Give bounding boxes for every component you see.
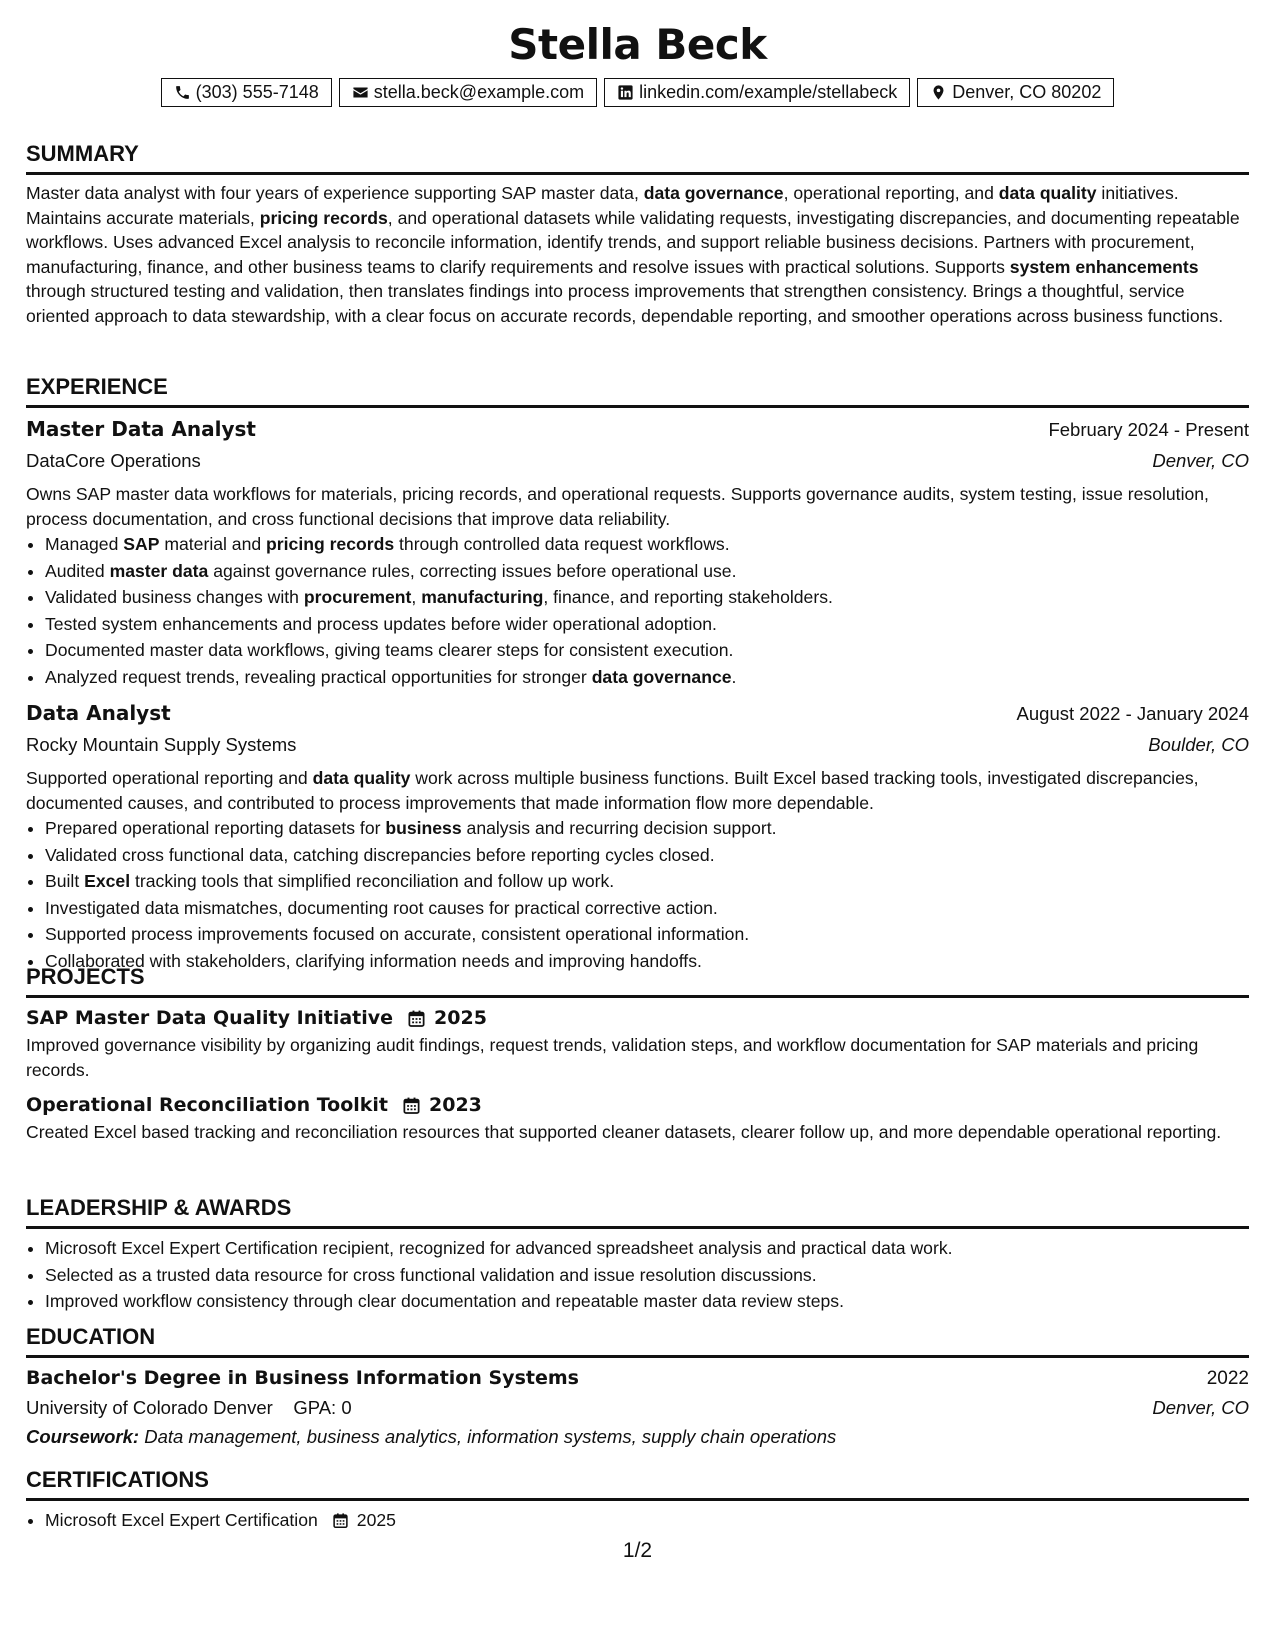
text-run: against governance rules, correcting issues before operational use. [208, 560, 737, 581]
job-description: Owns SAP master data workflows for materials, pricing records, and operational requests. Supports governance audits, system testing, issue resolution, process documentation, and cross functional decisions that improve data reliability. [26, 484, 1209, 529]
page-number: 1/2 [622, 1539, 653, 1562]
text-run: tracking tools that simplified reconciliation and follow up work. [130, 871, 615, 891]
bold-text: procurement [303, 587, 412, 607]
text-run: through structured testing and validation, then translates findings into process improvements that strengthen consistency. Brings a thoughtful, service oriented approach to data stewardship, with a clear focus on accurate records, dependable reporting, and smoother operations across business functions. [26, 281, 1224, 326]
gpa: GPA: 0 [293, 1397, 352, 1418]
list-item [45, 584, 1249, 611]
contact-linkedin[interactable] [604, 78, 910, 107]
experience-section [26, 373, 1249, 974]
text-run: , [411, 587, 422, 607]
job-bullets [26, 815, 1249, 974]
section-title-education: EDUCATION [26, 1323, 1249, 1358]
contact-phone[interactable] [161, 78, 332, 107]
contact-bar [26, 78, 1249, 107]
email-text: stella.beck@example.com [373, 82, 585, 102]
text-run: Managed [45, 534, 124, 554]
resume-page [26, 18, 1249, 107]
certifications-list [26, 1507, 1249, 1534]
text-run: , and operational datasets while validating requests, investigating discrepancies, and documenting repeatable workflows. Uses advanced Excel analysis to reconcile information, identify trends, and support reliable business decisions. Partners with procurement, manufacturing, finance, and other business teams to clarify requirements and resolve issues with practical solutions. Supports [26, 207, 1240, 277]
job-dates: February 2024 - Present [1048, 419, 1249, 440]
text-run: Audited [45, 560, 110, 581]
text-run: , operational reporting, and [783, 183, 999, 203]
job-entry [26, 414, 1249, 690]
text-run: Validated business changes with [45, 587, 304, 607]
map-pin-icon [930, 84, 947, 101]
school-location: Denver, CO [1152, 1397, 1249, 1418]
degree-name: Bachelor's Degree in Business Information Systems [26, 1367, 579, 1389]
bold-text: Excel [84, 871, 131, 891]
job-location: Boulder, CO [1148, 734, 1249, 755]
certification-year: 2025 [356, 1510, 396, 1530]
certifications-section [26, 1466, 1249, 1534]
bold-text: SAP [123, 534, 160, 554]
envelope-icon [352, 84, 369, 101]
projects-section [26, 963, 1249, 1145]
job-dates: August 2022 - January 2024 [1016, 703, 1249, 724]
calendar-icon [332, 1512, 349, 1529]
candidate-name: Stella Beck [508, 20, 767, 69]
project-year: 2023 [429, 1094, 482, 1116]
linkedin-icon [617, 84, 634, 101]
list-item [45, 637, 1249, 664]
list-item [45, 531, 1249, 558]
bold-text: business [385, 818, 462, 838]
list-item [45, 611, 1249, 638]
job-location: Denver, CO [1152, 450, 1249, 471]
project-description: Created Excel based tracking and reconciliation resources that supported cleaner datasets, clearer follow up, and more dependable operational reporting. [26, 1122, 1222, 1142]
education-section [26, 1323, 1249, 1451]
job-title: Master Data Analyst [26, 417, 256, 441]
text-run: analysis and recurring decision support. [461, 818, 777, 838]
list-item: • Selected as a trusted data resource for cross functional validation and issue resolution discussions. [45, 1262, 1249, 1289]
list-item: • Improved workflow consistency through clear documentation and repeatable master data review steps. [45, 1288, 1249, 1315]
bold-text: data quality [312, 768, 411, 788]
text-run: , finance, and reporting stakeholders. [543, 587, 833, 607]
section-title-summary: SUMMARY [26, 140, 1249, 175]
list-item [45, 1507, 1249, 1534]
list-item [45, 895, 1249, 922]
text-run: through controlled data request workflows. [394, 534, 730, 554]
calendar-icon [402, 1096, 421, 1115]
text-run: Master data analyst with four years of experience supporting SAP master data, [26, 183, 644, 203]
bold-text: master data [109, 560, 209, 581]
bold-text: pricing records [259, 207, 388, 228]
text-run: Documented master data workflows, giving teams clearer steps for consistent execution. [45, 640, 734, 660]
leadership-section [26, 1194, 1249, 1315]
list-item [45, 868, 1249, 895]
certification-name: • Microsoft Excel Expert Certification [45, 1510, 318, 1530]
job-company: DataCore Operations [26, 450, 201, 471]
leadership-list [26, 1235, 1249, 1315]
text-run: Validated cross functional data, catching discrepancies before reporting cycles closed. [45, 844, 715, 865]
project-description: Improved governance visibility by organizing audit findings, request trends, validation steps, and workflow documentation for SAP materials and pricing records. [26, 1035, 1199, 1080]
job-description [26, 766, 1249, 815]
section-title-experience: EXPERIENCE [26, 373, 1249, 408]
list-item: • Microsoft Excel Expert Certification recipient, recognized for advanced spreadsheet analysis and practical data work. [45, 1235, 1249, 1262]
graduation-year: 2022 [1206, 1368, 1249, 1389]
list-item [45, 842, 1249, 869]
text-run: . [731, 666, 737, 687]
bold-text: manufacturing [421, 587, 544, 607]
phone-icon [174, 84, 191, 101]
list-item [45, 815, 1249, 842]
phone-text: (303) 555-7148 [195, 82, 319, 102]
text-run: Collaborated with stakeholders, clarifying information needs and improving handoffs. [45, 950, 702, 971]
bold-text: data governance [643, 183, 784, 203]
job-company: Rocky Mountain Supply Systems [26, 734, 297, 755]
section-title-leadership: LEADERSHIP & AWARDS [26, 1194, 1249, 1229]
project-name: Operational Reconciliation Toolkit [26, 1094, 389, 1116]
text-run: Prepared operational reporting datasets for [45, 818, 386, 838]
list-item [45, 664, 1249, 691]
project-entry [26, 1091, 1249, 1145]
text-run: material and [159, 534, 267, 554]
bold-text: pricing records [266, 534, 395, 554]
text-run: Tested system enhancements and process updates before wider operational adoption. [45, 613, 717, 634]
linkedin-text: linkedin.com/example/stellabeck [639, 82, 898, 102]
text-run: Built [45, 871, 85, 891]
section-title-projects: PROJECTS [26, 963, 1249, 998]
bold-text: data quality [998, 183, 1097, 203]
text-run: work across multiple business functions. Built Excel based tracking tools, investigated discrepancies, documented causes, and contributed to process improvements that made information flow more dependable. [26, 768, 1199, 813]
summary-section [26, 140, 1249, 328]
job-bullets [26, 531, 1249, 690]
text-run: Supported process improvements focused on accurate, consistent operational information. [45, 924, 750, 944]
school-name: University of Colorado Denver [26, 1397, 273, 1418]
contact-email[interactable] [339, 78, 597, 107]
bold-text: system enhancements [1009, 256, 1199, 277]
text-run: Investigated data mismatches, documenting root causes for practical corrective action. [45, 897, 718, 918]
job-entry [26, 698, 1249, 974]
text-run: initiatives. Maintains accurate materials, [26, 183, 1179, 228]
coursework-label: Coursework: [26, 1426, 140, 1447]
list-item [45, 558, 1249, 585]
calendar-icon [407, 1009, 426, 1028]
project-year: 2025 [434, 1007, 487, 1029]
text-run: Supported operational reporting and [26, 768, 313, 788]
list-item [45, 921, 1249, 948]
coursework [26, 1422, 1249, 1451]
summary-text [26, 181, 1249, 328]
project-entry [26, 1004, 1249, 1082]
section-title-certifications: CERTIFICATIONS [26, 1466, 1249, 1501]
bold-text: data governance [591, 666, 732, 687]
text-run: Analyzed request trends, revealing practical opportunities for stronger [45, 666, 592, 687]
job-title: Data Analyst [26, 701, 171, 725]
contact-location[interactable] [917, 78, 1114, 107]
location-text: Denver, CO 80202 [952, 82, 1102, 102]
coursework-text: Data management, business analytics, information systems, supply chain operations [144, 1426, 837, 1447]
project-name: SAP Master Data Quality Initiative [26, 1007, 394, 1029]
